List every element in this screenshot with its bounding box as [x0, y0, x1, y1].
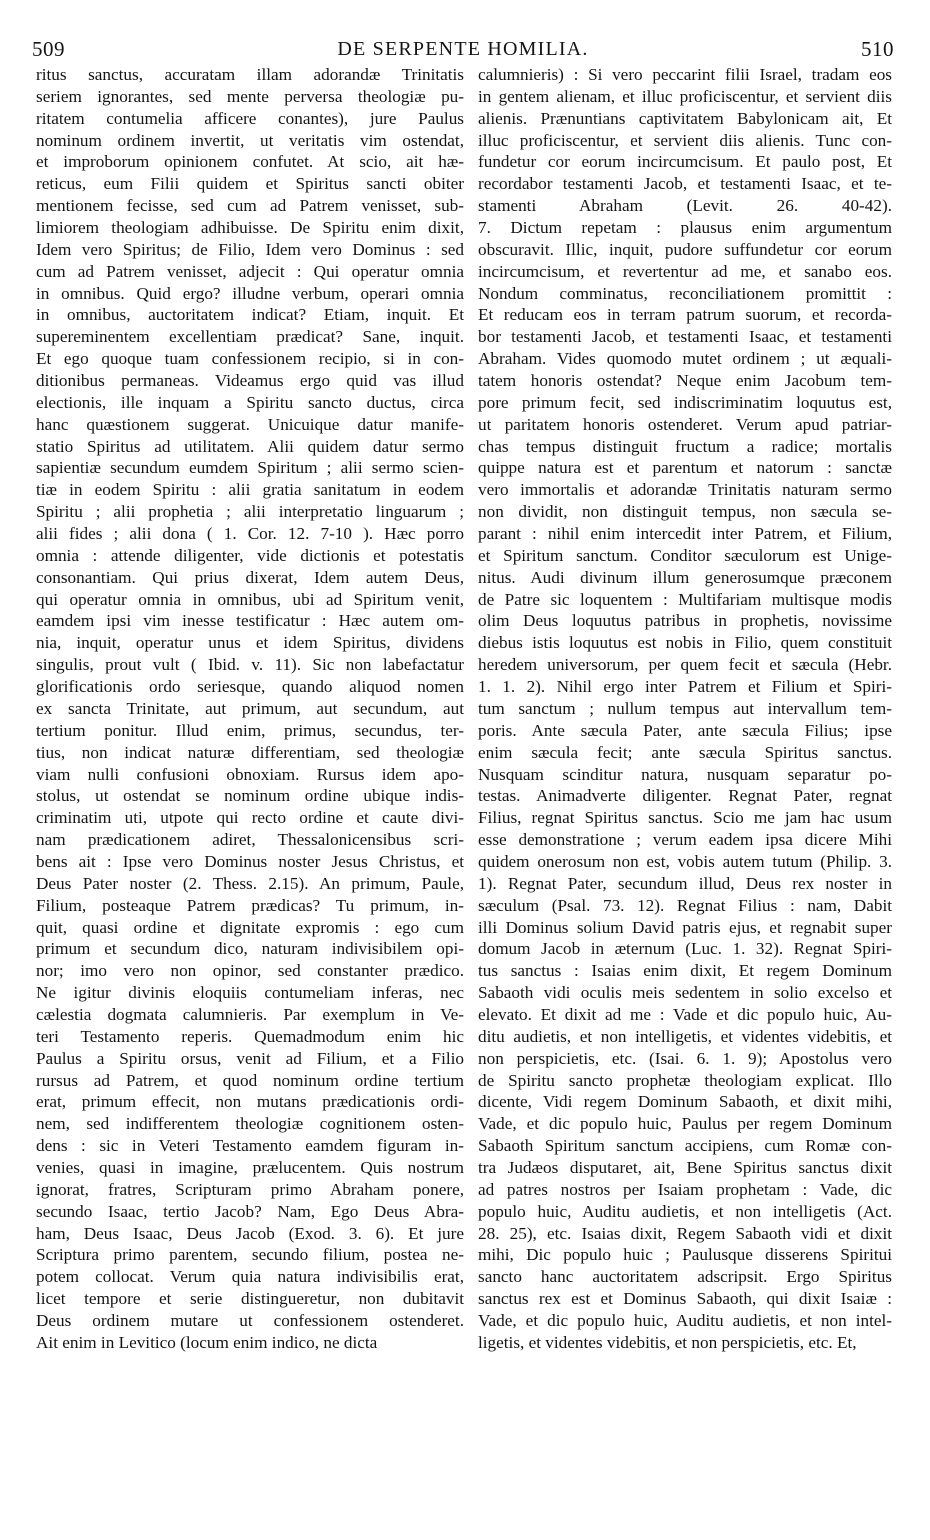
text-line: seriem ignorantes, sed mente perversa theologiæ pu-: [36, 86, 464, 106]
text-line: rursus ad Patrem, et quod nominum ordine tertium: [36, 1070, 464, 1090]
text-line: teri Testamento reperis. Quemadmodum enim hic: [36, 1026, 464, 1046]
text-line: stolus, ut ostendat se nominum ordine ubique indis-: [36, 786, 464, 806]
text-line: ditu audietis, et non intelligetis, et videntes videbitis, et: [478, 1026, 892, 1046]
text-line: testas. Animadverte diligenter. Regnat Pater, regnat: [478, 786, 892, 806]
text-line: Ait enim in Levitico (locum enim indico, ne dicta: [36, 1332, 378, 1352]
text-line: Deus Pater noster (2. Thess. 2.15). An primum, Paule,: [36, 873, 464, 893]
text-line: elevato. Et dixit ad me : Vade et dic populo huic, Au-: [478, 1004, 892, 1024]
text-line: dens : sic in Veteri Testamento eamdem figuram in-: [36, 1136, 464, 1156]
text-line: sapientiæ secundum eumdem Spiritum ; alii sermo scien-: [36, 458, 464, 478]
text-line: 7. Dictum repetam : plausus enim argumentum: [478, 218, 892, 238]
text-line: enim sæcula fecit; ante sæcula Spiritus sanctus.: [478, 742, 892, 762]
text-line: limiorem theologiam adhibuisse. De Spiritu enim dixit,: [36, 218, 464, 238]
text-line: sanctus rex est et Dominus Sabaoth, qui dixit Isaiæ :: [478, 1289, 892, 1309]
text-line: nam prædicationem adiret, Thessalonicensibus scri-: [36, 830, 464, 850]
text-line: fundetur cor eorum incircumcisum. Et paulo post, Et: [478, 152, 892, 172]
text-line: stamenti Abraham (Levit. 26. 40-42).: [478, 196, 892, 216]
text-line: illi Dominus solium David patris ejus, et regnabit super: [478, 917, 892, 937]
text-line: qui operatur omnia in omnibus, ubi ad Spiritum venit,: [36, 589, 464, 609]
text-line: bens ait : Ipse vero Dominus noster Jesus Christus, et: [36, 851, 464, 871]
text-line: mentionem fecisse, sed cum ad Patrem venisset, sub-: [36, 196, 464, 216]
text-line: alienis. Prænuntians captivitatem Babylonicam ait, Et: [478, 108, 892, 128]
text-line: Deus ordinem mutare ut confessionem ostenderet.: [36, 1310, 464, 1330]
text-line: sæculum (Psal. 73. 12). Regnat Filius : nam, Dabit: [478, 895, 892, 915]
text-line: Nondum comminatus, reconciliationem promittit :: [478, 283, 892, 303]
text-line: ignorat, fratres, Scripturam primo Abraham ponere,: [36, 1179, 464, 1199]
text-line: supereminentem excellentiam prædicat? Sane, inquit.: [36, 327, 464, 347]
text-line: viam nulli confusioni obnoxiam. Rursus idem apo-: [36, 764, 464, 784]
text-line: incircumcisum, et revertentur ad me, et sanabo eos.: [478, 261, 892, 281]
text-line: bor testamenti Jacob, et testamenti Isaac, et testamenti: [478, 327, 892, 347]
text-line: sancto hanc auctoritatem adscripsit. Ergo Spiritus: [478, 1267, 892, 1287]
text-line: ritatem contumelia afficere conantes), jure Paulus: [36, 108, 464, 128]
running-title: DE SERPENTE HOMILIA.: [337, 37, 589, 60]
text-line: recordabor testamenti Jacob, et testamenti Isaac, et te-: [478, 174, 892, 194]
text-line: obscuravit. Illic, inquit, pudore suffundetur cor eorum: [478, 239, 892, 259]
text-line: tatem honoris ostendat? Neque enim Jacobum tem-: [478, 371, 892, 391]
text-line: tius, non indicat naturæ differentiam, sed theologiæ: [36, 742, 464, 762]
text-line: criminatim uti, utpote qui recto ordine et caute divi-: [36, 808, 464, 828]
text-line: diebus istis loquutus est nobis in Filio, quem constituit: [478, 633, 892, 653]
text-line: Vade, et dic populo huic, Auditu audietis, et non intel-: [478, 1310, 892, 1330]
text-line: tum sanctum ; nullum tempus aut intervallum tem-: [478, 698, 892, 718]
text-line: Sabaoth Spiritum sanctum accipiens, cum Romæ con-: [478, 1136, 892, 1156]
text-line: hanc quæstionem suggerat. Unicuique datur manife-: [36, 414, 464, 434]
text-line: esse demonstratione ; verum eadem ipsa dicere Mihi: [478, 830, 892, 850]
text-line: ham, Deus Isaac, Deus Jacob (Exod. 3. 6). Et jure: [36, 1223, 464, 1243]
text-line: primum et secundum dico, naturam indivisibilem opi-: [36, 939, 464, 959]
text-line: mihi, Dic populo huic ; Paulusque disserens Spiritui: [478, 1245, 892, 1265]
text-line: ritus sanctus, accuratam illam adorandæ Trinitatis: [36, 65, 464, 84]
text-line: 28. 25), etc. Isaias dixit, Regem Sabaoth vidi et dixit: [478, 1223, 892, 1243]
text-line: populo huic, Auditu audietis, et non intelligetis (Act.: [478, 1201, 892, 1221]
text-line: Et reducam eos in terram patrum suorum, et recorda-: [478, 305, 892, 325]
text-line: non perspicietis, etc. (Isai. 6. 1. 9); Apostolus vero: [478, 1048, 892, 1068]
text-line: electionis, ille inquam a Spiritu sancto ductus, circa: [36, 392, 464, 412]
text-line: Sabaoth vidi oculis meis sedentem in solio excelso et: [478, 983, 892, 1003]
text-line: de Spiritu sancto prophetæ theologiam explicat. Illo: [478, 1070, 892, 1090]
text-line: tiæ in eodem Spiritu : alii gratia sanitatum in eodem: [36, 480, 464, 500]
text-line: ditionibus permaneas. Videamus ergo quid vas illud: [36, 371, 464, 391]
text-line: cum ad Patrem venisset, adjecit : Qui operatur omnia: [36, 261, 464, 281]
text-line: tra Judæos disputaret, ait, Bene Spiritus sanctus dixit: [478, 1157, 892, 1177]
text-line: singulis, prout vult ( Ibid. v. 11). Sic non labefactatur: [36, 655, 464, 675]
text-line: calumnieris) : Si vero peccarint filii Israel, tradam eos: [478, 65, 892, 84]
page-number-right: 510: [861, 36, 894, 61]
text-line: Scriptura primo parentem, secundo filium, postea ne-: [36, 1245, 464, 1265]
left-text-column: [36, 64, 464, 1354]
text-line: in omnibus, auctoritatem indicat? Etiam, inquit. Et: [36, 305, 464, 325]
text-line: domum Jacob in æternum (Luc. 1. 32). Regnat Spiri-: [478, 939, 892, 959]
text-line: Abraham. Vides quomodo mutet ordinem ; ut æquali-: [478, 349, 892, 369]
text-line: non dividit, non distinguit tempus, non sæcula se-: [478, 502, 892, 522]
text-line: tertium ponitur. Illud enim, primus, secundus, ter-: [36, 720, 464, 740]
text-line: in gentem alienam, et illuc proficiscentur, et servient diis: [478, 86, 892, 106]
text-line: glorificationis ordo seriesque, quando aliquod nomen: [36, 677, 464, 697]
text-line: vero immortalis et adorandæ Trinitatis naturam sermo: [478, 480, 892, 500]
text-line: tus sanctus : Isaias enim dixit, Et regem Dominum: [478, 961, 892, 981]
text-line: potem collocat. Verum quia natura indivisibilis erat,: [36, 1267, 464, 1287]
text-line: de Patre sic loquentem : Multifariam multisque modis: [478, 589, 892, 609]
text-line: Idem vero Spiritus; de Filio, Idem vero Dominus : sed: [36, 239, 464, 259]
text-line: Vade, et dic populo huic, Paulus per regem Dominum: [478, 1114, 892, 1134]
text-line: alii fides ; alii dona ( 1. Cor. 12. 7-10 ). Hæc porro: [36, 524, 464, 544]
text-line: nem, sed indifferentem theologiæ cognitionem osten-: [36, 1114, 464, 1134]
text-line: quippe natura est et parentum et natorum : sanctæ: [478, 458, 892, 478]
text-line: nitus. Audi divinum illum generosumque præconem: [478, 567, 892, 587]
text-line: Ne igitur divinis eloquiis contumeliam inferas, nec: [36, 983, 464, 1003]
text-line: chas tempus distinguit fructum a radice; mortalis: [478, 436, 892, 456]
text-line: illuc proficiscentur, et servient diis alienis. Tunc con-: [478, 130, 892, 150]
text-line: et improborum opinionem confutet. At scio, ait hæ-: [36, 152, 464, 172]
text-line: nia, inquit, operatur unus et idem Spiritus, dividens: [36, 633, 464, 653]
text-line: et Spiritum sanctum. Conditor sæculorum est Unige-: [478, 545, 892, 565]
running-header: [32, 34, 894, 64]
text-line: nominum ordinem invertit, ut veritatis vim ostendat,: [36, 130, 464, 150]
text-line: Nusquam scinditur natura, nusquam separatur po-: [478, 764, 892, 784]
text-line: Filium, posteaque Patrem prædicas? Tu primum, in-: [36, 895, 464, 915]
right-text-column: [478, 64, 892, 1354]
text-line: ad patres nostros per Isaiam prophetam : Vade, dic: [478, 1179, 892, 1199]
text-line: venies, quasi in imagine, prælucentem. Quis nostrum: [36, 1157, 464, 1177]
text-line: Paulus a Spiritu orsus, venit ad Filium, et a Filio: [36, 1048, 464, 1068]
text-line: Filius, regnat Spiritus sanctus. Scio me jam hac usum: [478, 808, 892, 828]
text-line: quidem onerosum non est, vobis autem tutum (Philip. 3.: [478, 851, 892, 871]
text-line: statio Spiritus ad utilitatem. Alii quidem datur sermo: [36, 436, 464, 456]
text-line: parant : nihil enim intercedit inter Patrem, et Filium,: [478, 524, 892, 544]
text-line: Spiritu ; alii prophetia ; alii interpretatio linguarum ;: [36, 502, 464, 522]
text-line: quit, quasi ordine et dignitate expromis : ego cum: [36, 917, 464, 937]
text-line: in omnibus. Quid ergo? illudne verbum, operari omnia: [36, 283, 464, 303]
text-line: ut paritatem honoris ostenderet. Verum apud patriar-: [478, 414, 892, 434]
text-line: erat, primum effecit, non mutans prædicationis ordi-: [36, 1092, 464, 1112]
text-line: eamdem ipsi vim inesse testificatur : Hæc autem om-: [36, 611, 464, 631]
text-line: ex sancta Trinitate, aut primum, aut secundum, aut: [36, 698, 464, 718]
text-line: dicente, Vidi regem Dominum Sabaoth, et dixit mihi,: [478, 1092, 892, 1112]
text-line: omnia : attende diligenter, vide dictionis et potestatis: [36, 545, 464, 565]
text-line: 1). Regnat Pater, secundum illud, Deus rex noster in: [478, 873, 892, 893]
text-line: reticus, eum Filii quidem et Spiritus sancti obiter: [36, 174, 464, 194]
text-line: heredem universorum, per quem fecit et sæcula (Hebr.: [478, 655, 892, 675]
text-line: ligetis, et videntes videbitis, et non perspicietis, etc. Et,: [478, 1332, 857, 1352]
text-line: poris. Ante sæcula Pater, ante sæcula Filius; ipse: [478, 720, 892, 740]
text-line: secundo Isaac, tertio Jacob? Nam, Ego Deus Abra-: [36, 1201, 464, 1221]
text-line: consonantiam. Qui prius dixerat, Idem autem Deus,: [36, 567, 464, 587]
page-number-left: 509: [32, 36, 65, 61]
text-line: pore primum fecit, sed indiscriminatim loquutus est,: [478, 392, 892, 412]
text-line: Et ego quoque tuam confessionem recipio, si in con-: [36, 349, 464, 369]
text-line: olim Deus loquutus patribus in prophetis, novissime: [478, 611, 892, 631]
text-line: nor; imo vero non opinor, sed constanter prædico.: [36, 961, 464, 981]
text-line: cælestia dogmata calumnieris. Par exemplum in Ve-: [36, 1004, 464, 1024]
text-line: 1. 1. 2). Nihil ergo inter Patrem et Filium et Spiri-: [478, 677, 892, 697]
text-line: licet tempore et serie distingueretur, non dubitavit: [36, 1289, 464, 1309]
